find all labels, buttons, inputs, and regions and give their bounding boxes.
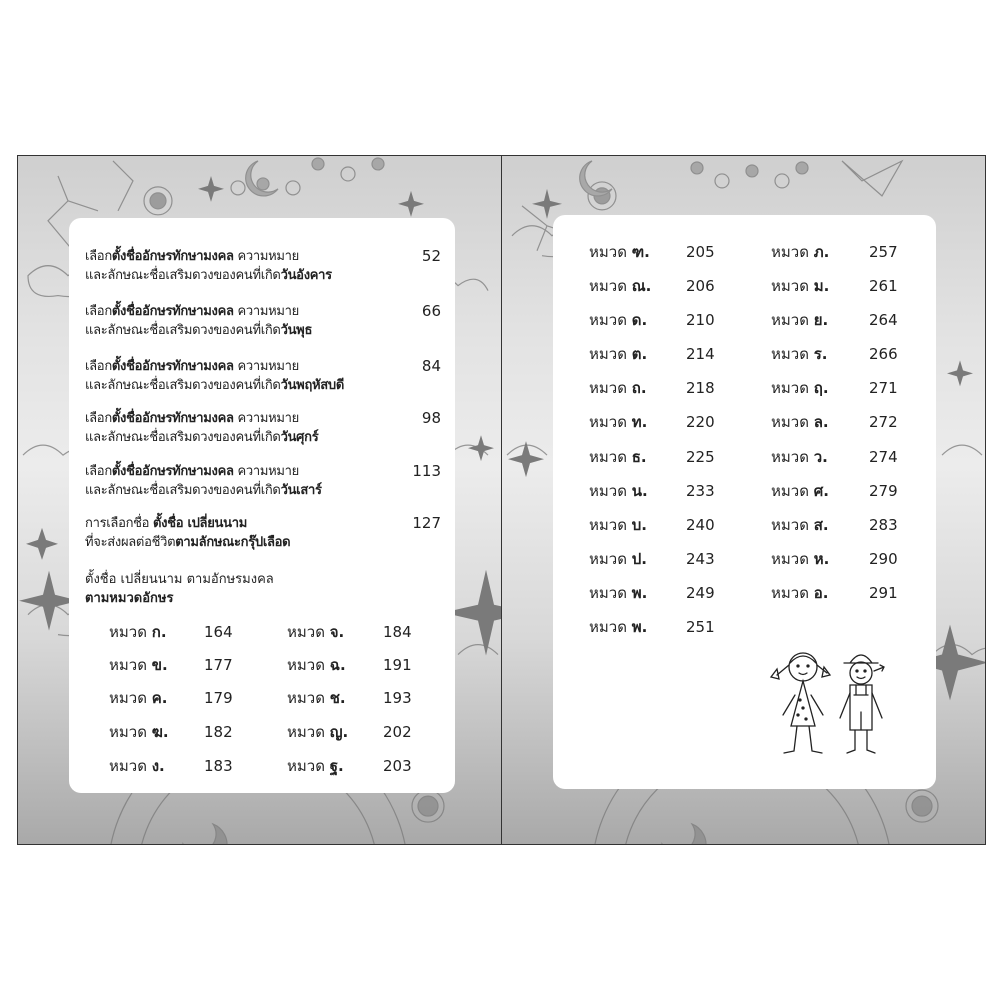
category-word: หมวด — [109, 723, 147, 741]
category-row[interactable] — [771, 513, 921, 537]
category-word: หมวด — [771, 379, 809, 397]
category-row[interactable] — [771, 376, 921, 400]
category-word: หมวด — [589, 277, 627, 295]
entry-text: เลือก — [85, 464, 112, 479]
category-letter: ด. — [631, 311, 648, 329]
entry-bold-text: วันเสาร์ — [280, 483, 322, 498]
entry-text: เลือก — [85, 304, 112, 319]
category-row[interactable] — [109, 620, 259, 644]
toc-entry[interactable] — [85, 357, 445, 395]
category-word: หมวด — [589, 413, 627, 431]
page-number: 98 — [421, 409, 441, 427]
category-letter: ฆ. — [151, 723, 169, 741]
entry-text: และลักษณะชื่อเสริมดวงของคนที่เกิด — [85, 483, 281, 498]
entry-text: เลือก — [85, 411, 112, 426]
category-letter: ฐ. — [329, 757, 344, 775]
entry-bold-text: ตั้งชื่ออักษรทักษามงคล — [111, 464, 234, 479]
page-number: 113 — [412, 462, 441, 480]
category-word: หมวด — [589, 618, 627, 636]
page-number: 283 — [869, 516, 898, 534]
entry-text: ความหมาย — [233, 464, 299, 479]
category-word: หมวด — [589, 516, 627, 534]
page-number: 218 — [686, 379, 715, 397]
entry-bold-text: ตั้งชื่ออักษรทักษามงคล — [111, 411, 234, 426]
toc-entry[interactable] — [85, 409, 445, 447]
page-number: 261 — [869, 277, 898, 295]
category-row[interactable] — [109, 754, 259, 778]
category-letter: ช. — [329, 689, 346, 707]
entry-bold-text: ตั้งชื่อ เปลี่ยนนาม — [153, 516, 247, 531]
entry-bold-text: ตั้งชื่ออักษรทักษามงคล — [111, 359, 234, 374]
category-row[interactable] — [589, 581, 729, 605]
entry-text: การเลือกชื่อ — [85, 516, 154, 531]
toc-card-right — [553, 215, 936, 789]
category-letter: ฤ. — [813, 379, 829, 397]
category-row[interactable] — [287, 653, 447, 677]
category-row[interactable] — [771, 308, 921, 332]
category-letter: ต. — [631, 345, 648, 363]
category-letter: ห. — [813, 550, 830, 568]
page-number: 274 — [869, 448, 898, 466]
category-letter: ข. — [151, 656, 168, 674]
toc-entry[interactable] — [85, 247, 445, 285]
category-row[interactable] — [287, 754, 447, 778]
category-row[interactable] — [109, 720, 259, 744]
category-word: หมวด — [589, 482, 627, 500]
category-row[interactable] — [771, 410, 921, 434]
page-number: 249 — [686, 584, 715, 602]
toc-entry[interactable] — [85, 514, 445, 552]
entry-bold-text: ตั้งชื่ออักษรทักษามงคล — [111, 249, 234, 264]
category-letter: ม. — [813, 277, 830, 295]
entry-text: และลักษณะชื่อเสริมดวงของคนที่เกิด — [85, 430, 281, 445]
page-number: 214 — [686, 345, 715, 363]
page-number: 183 — [204, 757, 233, 775]
category-word: หมวด — [771, 448, 809, 466]
page-number: 243 — [686, 550, 715, 568]
category-row[interactable] — [109, 653, 259, 677]
category-word: หมวด — [771, 345, 809, 363]
category-row[interactable] — [287, 720, 447, 744]
category-letter: ณ. — [631, 277, 652, 295]
page-number: 257 — [869, 243, 898, 261]
toc-card-left — [69, 218, 455, 793]
category-word: หมวด — [771, 516, 809, 534]
entry-text: ความหมาย — [233, 304, 299, 319]
page-number: 205 — [686, 243, 715, 261]
category-word: หมวด — [589, 379, 627, 397]
category-word: หมวด — [771, 584, 809, 602]
category-row[interactable] — [589, 479, 729, 503]
category-letter: ถ. — [631, 379, 647, 397]
category-row[interactable] — [589, 240, 729, 264]
page-number: 272 — [869, 413, 898, 431]
category-letter: ร. — [813, 345, 828, 363]
category-row[interactable] — [771, 547, 921, 571]
category-row[interactable] — [287, 686, 447, 710]
category-word: หมวด — [589, 243, 627, 261]
page-number: 202 — [383, 723, 412, 741]
group-subtitle: ตามหมวดอักษร — [85, 591, 174, 606]
category-row[interactable] — [771, 274, 921, 298]
category-word: หมวด — [771, 277, 809, 295]
category-word: หมวด — [589, 311, 627, 329]
page-number: 266 — [869, 345, 898, 363]
category-row[interactable] — [589, 445, 729, 469]
entry-bold-text: ตามลักษณะกรุ๊ปเลือด — [175, 535, 291, 550]
category-letter: จ. — [329, 623, 345, 641]
category-word: หมวด — [589, 584, 627, 602]
category-letter: ป. — [631, 550, 647, 568]
entry-text: ที่จะส่งผลต่อชีวิต — [85, 535, 176, 550]
entry-bold-text: วันอังคาร — [280, 268, 332, 283]
entry-bold-text: วันพฤหัสบดี — [280, 378, 345, 393]
category-row[interactable] — [287, 620, 447, 644]
category-word: หมวด — [771, 243, 809, 261]
category-word: หมวด — [589, 448, 627, 466]
category-letter: ฑ. — [631, 243, 650, 261]
page-number: 84 — [421, 357, 441, 375]
category-letter: ญ. — [329, 723, 349, 741]
page-number: 52 — [421, 247, 441, 265]
category-word: หมวด — [771, 311, 809, 329]
page-number: 290 — [869, 550, 898, 568]
entry-bold-text: วันศุกร์ — [280, 430, 319, 445]
category-letter: ท. — [631, 413, 648, 431]
page-number: 225 — [686, 448, 715, 466]
category-word: หมวด — [589, 550, 627, 568]
group-heading — [85, 570, 274, 608]
page-number: 233 — [686, 482, 715, 500]
page-number: 179 — [204, 689, 233, 707]
entry-text: และลักษณะชื่อเสริมดวงของคนที่เกิด — [85, 378, 281, 393]
toc-entry[interactable] — [85, 302, 445, 340]
page-number: 220 — [686, 413, 715, 431]
category-word: หมวด — [287, 723, 325, 741]
page-number: 251 — [686, 618, 715, 636]
page-number: 66 — [421, 302, 441, 320]
category-word: หมวด — [109, 623, 147, 641]
category-letter: ง. — [151, 757, 165, 775]
category-word: หมวด — [287, 656, 325, 674]
category-row[interactable] — [109, 686, 259, 710]
category-letter: น. — [631, 482, 648, 500]
category-letter: ภ. — [813, 243, 830, 261]
page-number: 193 — [383, 689, 412, 707]
category-letter: ศ. — [813, 482, 829, 500]
category-letter: ฉ. — [329, 656, 346, 674]
entry-text: และลักษณะชื่อเสริมดวงของคนที่เกิด — [85, 323, 281, 338]
category-word: หมวด — [771, 550, 809, 568]
category-row[interactable] — [771, 342, 921, 366]
page-number: 191 — [383, 656, 412, 674]
category-letter: ก. — [151, 623, 167, 641]
page-number: 203 — [383, 757, 412, 775]
category-row[interactable] — [589, 376, 729, 400]
category-word: หมวด — [589, 345, 627, 363]
category-row[interactable] — [771, 445, 921, 469]
entry-text: ความหมาย — [233, 411, 299, 426]
page-number: 164 — [204, 623, 233, 641]
entry-text: เลือก — [85, 249, 112, 264]
page-number: 206 — [686, 277, 715, 295]
page-number: 210 — [686, 311, 715, 329]
category-letter: ค. — [151, 689, 168, 707]
page-number: 271 — [869, 379, 898, 397]
category-letter: บ. — [631, 516, 647, 534]
entry-bold-text: วันพุธ — [280, 323, 313, 338]
category-row[interactable] — [589, 342, 729, 366]
category-word: หมวด — [771, 482, 809, 500]
category-letter: ล. — [813, 413, 829, 431]
category-letter: อ. — [813, 584, 829, 602]
page-number: 279 — [869, 482, 898, 500]
category-row[interactable] — [771, 479, 921, 503]
category-word: หมวด — [287, 689, 325, 707]
page-number: 240 — [686, 516, 715, 534]
category-word: หมวด — [109, 757, 147, 775]
stick-figure-children-illustration — [758, 645, 908, 760]
right-page — [502, 156, 985, 844]
entry-text: และลักษณะชื่อเสริมดวงของคนที่เกิด — [85, 268, 281, 283]
category-letter: พ. — [631, 584, 648, 602]
category-row[interactable] — [589, 308, 729, 332]
entry-text: เลือก — [85, 359, 112, 374]
entry-text: ความหมาย — [233, 249, 299, 264]
category-letter: ว. — [813, 448, 828, 466]
category-row[interactable] — [589, 615, 729, 639]
book-spread — [17, 155, 986, 845]
category-letter: ธ. — [631, 448, 647, 466]
category-row[interactable] — [771, 240, 921, 264]
page-number: 127 — [412, 514, 441, 532]
page-number: 264 — [869, 311, 898, 329]
category-word: หมวด — [771, 413, 809, 431]
category-word: หมวด — [109, 689, 147, 707]
category-letter: ส. — [813, 516, 829, 534]
toc-entry[interactable] — [85, 462, 445, 500]
category-row[interactable] — [589, 274, 729, 298]
category-letter: พ. — [631, 618, 648, 636]
category-row[interactable] — [589, 547, 729, 571]
category-word: หมวด — [287, 623, 325, 641]
left-page — [18, 156, 501, 844]
page-number: 184 — [383, 623, 412, 641]
entry-bold-text: ตั้งชื่ออักษรทักษามงคล — [111, 304, 234, 319]
page-number: 291 — [869, 584, 898, 602]
category-row[interactable] — [589, 410, 729, 434]
page-number: 177 — [204, 656, 233, 674]
page-number: 182 — [204, 723, 233, 741]
group-title: ตั้งชื่อ เปลี่ยนนาม ตามอักษรมงคล — [85, 572, 274, 587]
category-row[interactable] — [589, 513, 729, 537]
category-word: หมวด — [109, 656, 147, 674]
entry-text: ความหมาย — [233, 359, 299, 374]
category-word: หมวด — [287, 757, 325, 775]
category-row[interactable] — [771, 581, 921, 605]
category-letter: ย. — [813, 311, 829, 329]
